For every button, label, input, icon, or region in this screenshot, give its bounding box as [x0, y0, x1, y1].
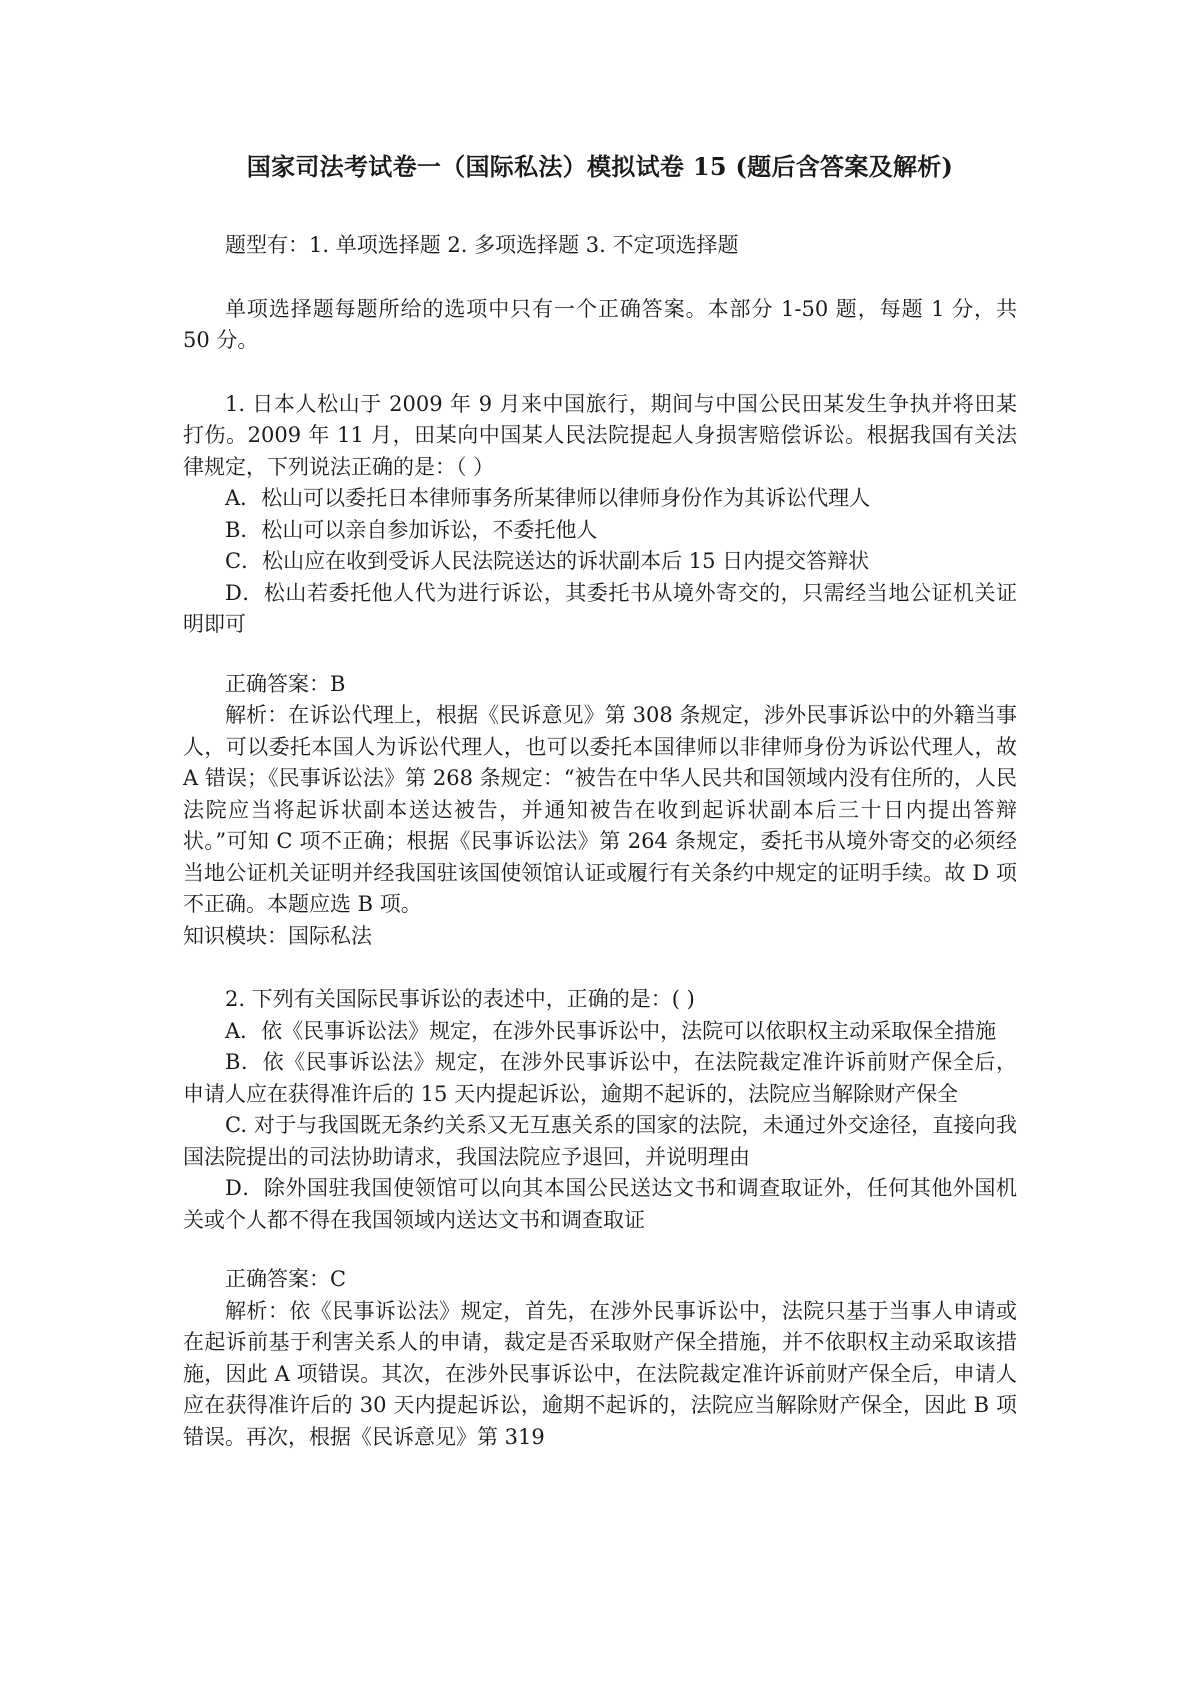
- option-a: A．依《民事诉讼法》规定，在涉外民事诉讼中，法院可以依职权主动采取保全措施: [225, 1018, 997, 1043]
- option-d: D．除外国驻我国使领馆可以向其本国公民送达文书和调查取证外，任何其他外国机关或个人都不得在我国领域内送达文书和调查取证: [183, 1176, 1017, 1232]
- document-content: [183, 150, 1017, 1453]
- correct-answer: 正确答案：C: [225, 1267, 347, 1291]
- knowledge-module: 知识模块：国际私法: [183, 923, 372, 948]
- question-stem: 2. 下列有关国际民事诉讼的表述中，正确的是：( ): [225, 987, 695, 1011]
- question-types: 题型有：1. 单项选择题 2. 多项选择题 3. 不定项选择题: [225, 233, 739, 257]
- option-a: A．松山可以委托日本律师事务所某律师以律师身份作为其诉讼代理人: [225, 486, 871, 510]
- option-c: C. 对于与我国既无条约关系又无互惠关系的国家的法院，未通过外交途径，直接向我国法院提出的司法协助请求，我国法院应予退回，并说明理由: [183, 1113, 1017, 1169]
- correct-answer: 正确答案：B: [225, 671, 346, 696]
- question-2: [183, 984, 1017, 1453]
- option-b: B．松山可以亲自参加诉讼，不委托他人: [225, 517, 598, 542]
- option-d: D．松山若委托他人代为进行诉讼，其委托书从境外寄交的，只需经当地公证机关证明即可: [183, 580, 1017, 636]
- question-1: [183, 389, 1017, 953]
- option-c: C．松山应在收到受诉人民法院送达的诉状副本后 15 日内提交答辩状: [225, 549, 870, 573]
- analysis: 解析：在诉讼代理上，根据《民诉意见》第 308 条规定，涉外民事诉讼中的外籍当事人，可以委托本国人为诉讼代理人，也可以委托本国律师以非律师身份为诉讼代理人，故 A 错误；《民事诉讼法》第 268 条规定：“被告在中华人民共和国领域内没有住所的，人民法院应当将起诉状副本送达被告，并通知被告在收到起诉状副本后三十日内提出答辩状。”可知 C 项不正确；根据《民事诉讼法》第 264 条规定，委托书从境外寄交的必须经当地公证机关证明并经我国驻该国使领馆认证或履行有关条约中规定的证明手续。故 D 项不正确。本题应选 B 项。: [183, 703, 1017, 916]
- section-intro: 单项选择题每题所给的选项中只有一个正确答案。本部分 1-50 题，每题 1 分，共 50 分。: [183, 296, 1017, 352]
- option-b: B．依《民事诉讼法》规定，在涉外民事诉讼中，在法院裁定准许诉前财产保全后，申请人应在获得准许后的 15 天内提起诉讼，逾期不起诉的，法院应当解除财产保全: [183, 1050, 1017, 1106]
- analysis: 解析：依《民事诉讼法》规定，首先，在涉外民事诉讼中，法院只基于当事人申请或在起诉前基于利害关系人的申请，裁定是否采取财产保全措施，并不依职权主动采取该措施，因此 A 项错误。其次，在涉外民事诉讼中，在法院裁定准许诉前财产保全后，申请人应在获得准许后的 30 天内提起诉讼，逾期不起诉的，法院应当解除财产保全，因此 B 项错误。再次，根据《民诉意见》第 319: [183, 1298, 1017, 1449]
- document-title: 国家司法考试卷一（国际私法）模拟试卷 15 (题后含答案及解析): [246, 152, 954, 181]
- question-stem: 1. 日本人松山于 2009 年 9 月来中国旅行，期间与中国公民田某发生争执并将田某打伤。2009 年 11 月，田某向中国某人民法院提起人身损害赔偿诉讼。根据我国有关法律规定，下列说法正确的是：（ ）: [183, 391, 1017, 479]
